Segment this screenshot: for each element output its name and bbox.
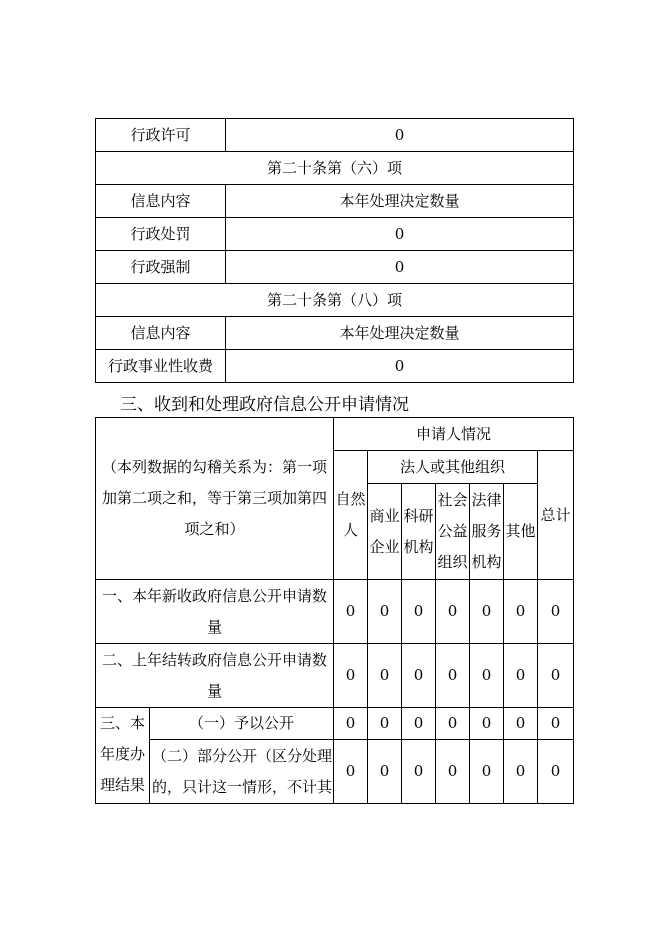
col-other: 其他 bbox=[504, 484, 538, 580]
col-natural-person: 自然 人 bbox=[334, 451, 368, 580]
column-header: 信息内容 bbox=[96, 185, 226, 218]
row-label: 行政许可 bbox=[96, 119, 226, 152]
cell-value: 0 bbox=[504, 708, 538, 740]
header-row bbox=[96, 185, 574, 218]
table-row bbox=[96, 350, 574, 383]
col-total: 总计 bbox=[538, 451, 574, 580]
cell-value: 0 bbox=[504, 644, 538, 708]
applicant-header: 申请人情况 bbox=[334, 418, 574, 451]
cell-value: 0 bbox=[470, 708, 504, 740]
cell-value: 0 bbox=[368, 708, 402, 740]
cell-value: 0 bbox=[368, 580, 402, 644]
row-label: 行政强制 bbox=[96, 251, 226, 284]
column-header: 本年处理决定数量 bbox=[226, 185, 574, 218]
col-commercial: 商业 企业 bbox=[368, 484, 402, 580]
result-group-label: 三、本 年度办 理结果 bbox=[96, 708, 150, 804]
relationship-note: （本列数据的勾稽关系为：第一项 加第二项之和，等于第三项加第四 项之和） bbox=[96, 418, 334, 580]
row-label: 行政处罚 bbox=[96, 218, 226, 251]
column-header: 本年处理决定数量 bbox=[226, 317, 574, 350]
cell-value: 0 bbox=[368, 644, 402, 708]
cell-value: 0 bbox=[402, 708, 436, 740]
info-table-part1 bbox=[95, 118, 574, 383]
cell-value: 0 bbox=[334, 708, 368, 740]
row-value: 0 bbox=[226, 251, 574, 284]
cell-value: 0 bbox=[538, 580, 574, 644]
cell-value: 0 bbox=[470, 580, 504, 644]
cell-value: 0 bbox=[436, 740, 470, 804]
section-title: 第二十条第（六）项 bbox=[96, 152, 574, 185]
column-header: 信息内容 bbox=[96, 317, 226, 350]
section-row bbox=[96, 284, 574, 317]
header-row bbox=[96, 418, 574, 451]
cell-value: 0 bbox=[402, 740, 436, 804]
cell-value: 0 bbox=[402, 580, 436, 644]
row-label: （一）予以公开 bbox=[150, 708, 334, 740]
legal-org-header: 法人或其他组织 bbox=[368, 451, 538, 484]
cell-value: 0 bbox=[538, 708, 574, 740]
cell-value: 0 bbox=[470, 740, 504, 804]
cell-value: 0 bbox=[504, 740, 538, 804]
table-row bbox=[96, 740, 574, 804]
cell-value: 0 bbox=[402, 644, 436, 708]
cell-value: 0 bbox=[436, 708, 470, 740]
section-title: 第二十条第（八）项 bbox=[96, 284, 574, 317]
col-public-welfare: 社会 公益 组织 bbox=[436, 484, 470, 580]
table-row bbox=[96, 708, 574, 740]
row-label: 行政事业性收费 bbox=[96, 350, 226, 383]
row-label: 一、本年新收政府信息公开申请数 量 bbox=[96, 580, 334, 644]
row-value: 0 bbox=[226, 119, 574, 152]
col-research: 科研 机构 bbox=[402, 484, 436, 580]
cell-value: 0 bbox=[368, 740, 402, 804]
col-legal-service: 法律 服务 机构 bbox=[470, 484, 504, 580]
cell-value: 0 bbox=[436, 644, 470, 708]
cell-value: 0 bbox=[436, 580, 470, 644]
cell-value: 0 bbox=[504, 580, 538, 644]
table-row bbox=[96, 251, 574, 284]
cell-value: 0 bbox=[334, 580, 368, 644]
cell-value: 0 bbox=[334, 644, 368, 708]
table-row bbox=[96, 218, 574, 251]
table-row bbox=[96, 119, 574, 152]
section-heading: 三、收到和处理政府信息公开申请情况 bbox=[120, 395, 409, 415]
row-label: 二、上年结转政府信息公开申请数 量 bbox=[96, 644, 334, 708]
cell-value: 0 bbox=[538, 740, 574, 804]
row-label: （二）部分公开（区分处理 的，只计这一情形，不计其 bbox=[150, 740, 334, 804]
cell-value: 0 bbox=[334, 740, 368, 804]
table-row bbox=[96, 580, 574, 644]
table-row bbox=[96, 644, 574, 708]
application-stats-table bbox=[95, 417, 574, 804]
row-value: 0 bbox=[226, 218, 574, 251]
cell-value: 0 bbox=[538, 644, 574, 708]
row-value: 0 bbox=[226, 350, 574, 383]
cell-value: 0 bbox=[470, 644, 504, 708]
section-row bbox=[96, 152, 574, 185]
header-row bbox=[96, 317, 574, 350]
